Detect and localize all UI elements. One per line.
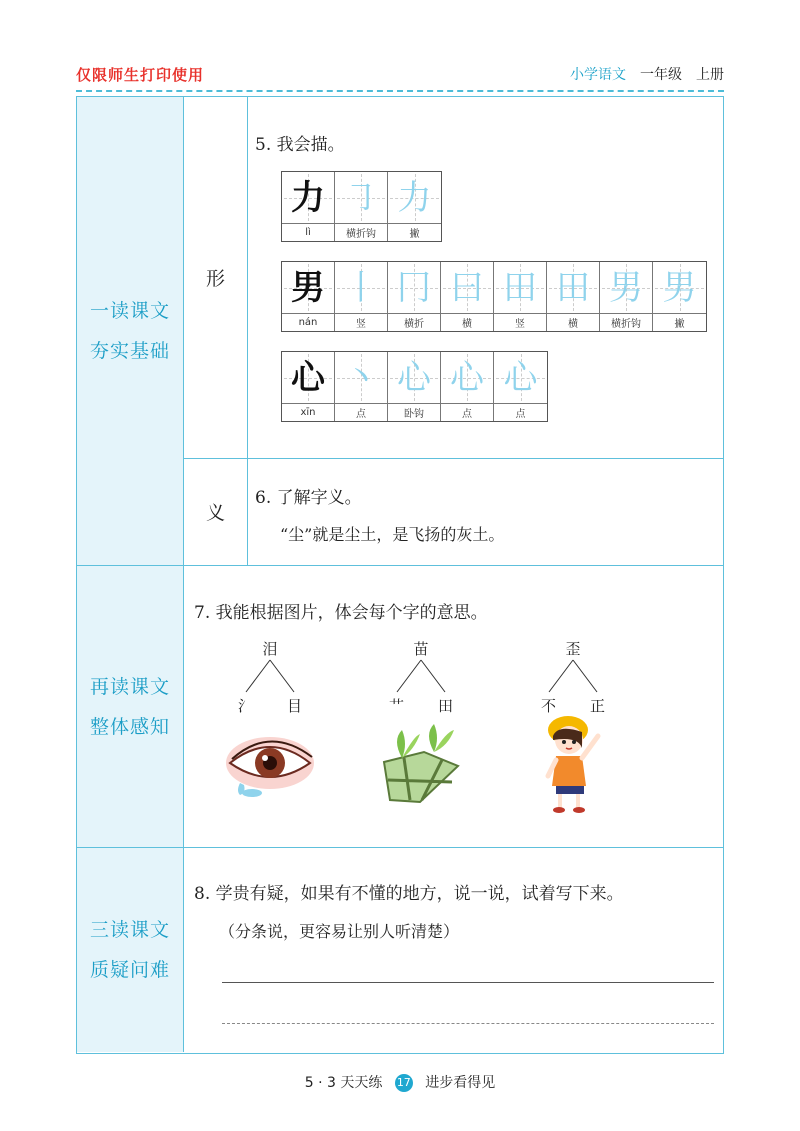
trace-stroke: 曰: [450, 267, 484, 308]
tree-right-part: 正: [589, 697, 605, 715]
stroke-name: 横折钩: [600, 313, 652, 331]
eye-tear-icon: [222, 733, 318, 799]
tree-branch: [230, 658, 310, 698]
tree-branch: [381, 658, 461, 698]
stroke-name: 卧钩: [388, 403, 440, 421]
q6-title: 6. 了解字义。: [255, 488, 362, 508]
q8-title: 8. 学贵有疑，如果有不懂的地方，说一说，试着写下来。: [194, 884, 624, 904]
trace-stroke: 男: [662, 267, 697, 308]
decompose-tree-miao: [381, 638, 461, 718]
tree-left-part: 氵: [238, 697, 254, 715]
grid-cell[interactable]: [335, 352, 388, 421]
tree-right-part: 目: [286, 697, 302, 715]
page-footer: [0, 1072, 800, 1092]
trace-stroke: 丶: [344, 357, 378, 398]
stroke-grid-li: [281, 171, 442, 242]
answer-line[interactable]: [222, 982, 714, 983]
stroke-name: 点: [441, 403, 493, 421]
model-character: 力: [291, 177, 325, 218]
sub-label-form: 形: [184, 97, 248, 458]
trace-stroke: 心: [450, 357, 484, 398]
stroke-name: 横折钩: [335, 223, 387, 241]
trace-stroke: 心: [503, 357, 538, 398]
trace-stroke: 力: [397, 177, 432, 218]
grid-cell[interactable]: [653, 262, 706, 331]
stroke-name: 横折: [388, 313, 440, 331]
section-1-line2: 夯实基础: [89, 340, 170, 362]
q5-title: 5. 我会描。: [255, 135, 345, 155]
trace-stroke: 丨: [344, 267, 378, 308]
stroke-name: 横: [547, 313, 599, 331]
tilting-girl-icon: [538, 706, 608, 816]
grid-cell[interactable]: [494, 352, 547, 421]
model-character: 男: [291, 267, 325, 308]
stroke-name: 撇: [388, 223, 441, 241]
volume-label: 上册: [696, 67, 724, 83]
section-3-line2: 质疑问难: [89, 959, 170, 981]
stroke-name: 点: [494, 403, 547, 421]
grid-cell[interactable]: [547, 262, 600, 331]
trace-stroke: 冂: [397, 267, 431, 308]
header-divider: [76, 90, 724, 92]
grid-cell[interactable]: [335, 262, 388, 331]
footer-slogan: 进步看得见: [425, 1075, 496, 1091]
tree-top-char: 泪: [262, 640, 278, 658]
tree-top-char: 苗: [413, 640, 429, 658]
book-info: [570, 64, 724, 84]
stroke-name: 竖: [335, 313, 387, 331]
sub-label-meaning: 义: [184, 458, 248, 565]
print-notice: 仅限师生打印使用: [76, 66, 205, 84]
q6-answer: “尘”就是尘土，是飞扬的灰土。: [280, 525, 505, 544]
row-divider: [184, 458, 723, 459]
section-2-line2: 整体感知: [89, 715, 170, 738]
section-2-line1: 再读课文: [89, 675, 170, 698]
grid-cell[interactable]: [600, 262, 653, 331]
section-3-line1: 三读课文: [89, 919, 170, 941]
trace-stroke: 心: [397, 357, 431, 398]
stroke-name: 竖: [494, 313, 546, 331]
trace-stroke: 男: [609, 267, 643, 308]
tree-top-char: 歪: [565, 640, 581, 658]
stroke-name: 点: [335, 403, 387, 421]
stroke-grid-nan: [281, 261, 707, 332]
footer-brand: 5 · 3 天天练: [304, 1075, 383, 1091]
tree-right-part: 田: [437, 697, 453, 715]
trace-stroke: 田: [556, 267, 590, 308]
stroke-grid-xin: [281, 351, 548, 422]
stroke-name: 撇: [653, 313, 706, 331]
grid-cell[interactable]: [388, 172, 441, 241]
section-label-2: [77, 566, 184, 847]
grid-cell: [282, 172, 335, 241]
answer-line[interactable]: [222, 1023, 714, 1024]
decompose-tree-lei: [230, 638, 310, 718]
grid-cell[interactable]: [494, 262, 547, 331]
grid-cell[interactable]: [335, 172, 388, 241]
grid-cell[interactable]: [388, 352, 441, 421]
tree-left-part: 艹: [389, 697, 405, 715]
grade-label: 一年级: [640, 67, 682, 83]
section-label-3: [77, 848, 184, 1052]
section-label-1: [77, 97, 184, 565]
pinyin-label: lì: [282, 223, 334, 241]
grid-cell: [282, 352, 335, 421]
model-character: 心: [291, 357, 325, 398]
stroke-name: 横: [441, 313, 493, 331]
tree-left-part: 不: [541, 697, 557, 715]
tree-branch: [533, 658, 613, 698]
grid-cell[interactable]: [441, 262, 494, 331]
trace-stroke: ㇆: [344, 177, 378, 218]
grid-cell: [282, 262, 335, 331]
q7-title: 7. 我能根据图片，体会每个字的意思。: [194, 603, 488, 623]
subject-label: 小学语文: [570, 67, 626, 83]
pinyin-label: nán: [282, 313, 334, 331]
q8-hint: （分条说，更容易让别人听清楚）: [219, 922, 460, 941]
pinyin-label: xīn: [282, 403, 334, 421]
section-1-line1: 一读课文: [89, 300, 170, 322]
grid-cell[interactable]: [441, 352, 494, 421]
grid-cell[interactable]: [388, 262, 441, 331]
page-number: 17: [395, 1074, 413, 1092]
seedling-field-icon: [380, 722, 462, 804]
trace-stroke: 田: [503, 267, 537, 308]
